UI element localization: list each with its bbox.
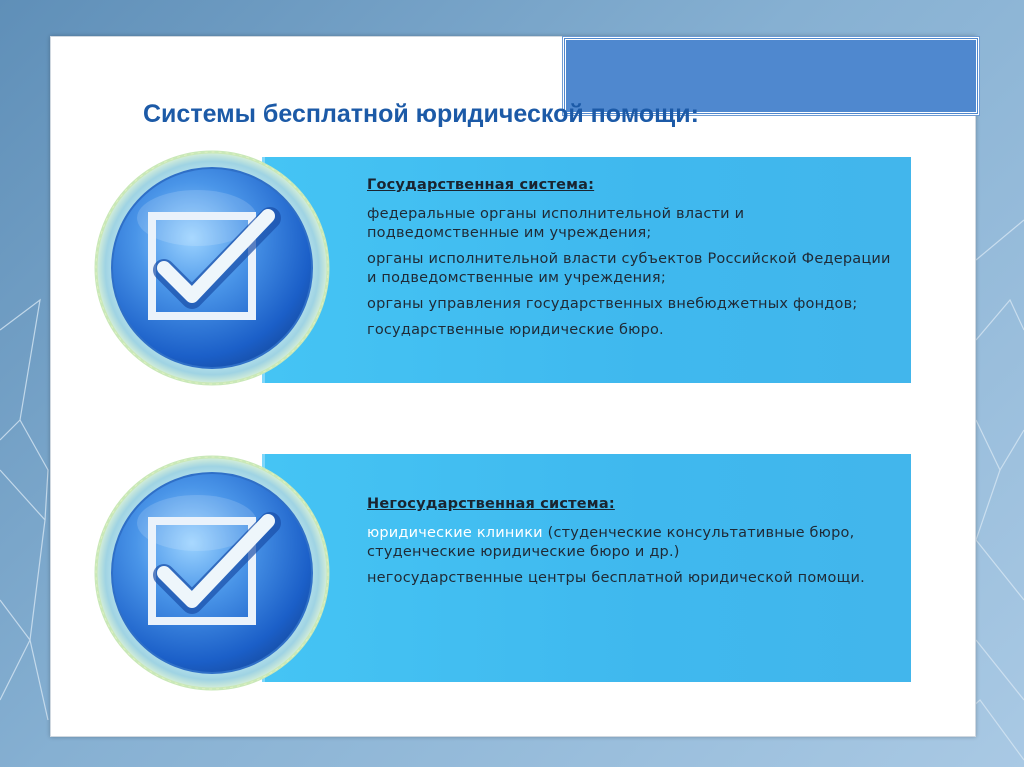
panel-heading: Негосударственная система:: [367, 496, 615, 512]
checkbox-check-icon: [92, 148, 332, 388]
list-item: [367, 524, 901, 562]
list-item: государственные юридические бюро.: [367, 322, 664, 338]
non-state-system-panel: [262, 454, 911, 682]
list-item: негосударственные центры бесплатной юридической помощи.: [367, 570, 865, 586]
list-item: федеральные органы исполнительной власти и подведомственные им учреждения;: [367, 206, 745, 241]
slide-title: Системы бесплатной юридической помощи:: [143, 100, 699, 128]
item-text: (студенческие консультативные бюро, студенческие юридические бюро и др.): [367, 525, 855, 560]
panel-heading: Государственная система:: [367, 177, 595, 193]
list-item: органы управления государственных внебюджетных фондов;: [367, 296, 858, 312]
checkbox-check-icon: [92, 453, 332, 693]
highlight-text: юридические клиники: [367, 525, 543, 541]
list-item: органы исполнительной власти субъектов Российской Федерации и подведомственные им учреждения;: [367, 251, 891, 286]
state-system-panel: [262, 157, 911, 383]
